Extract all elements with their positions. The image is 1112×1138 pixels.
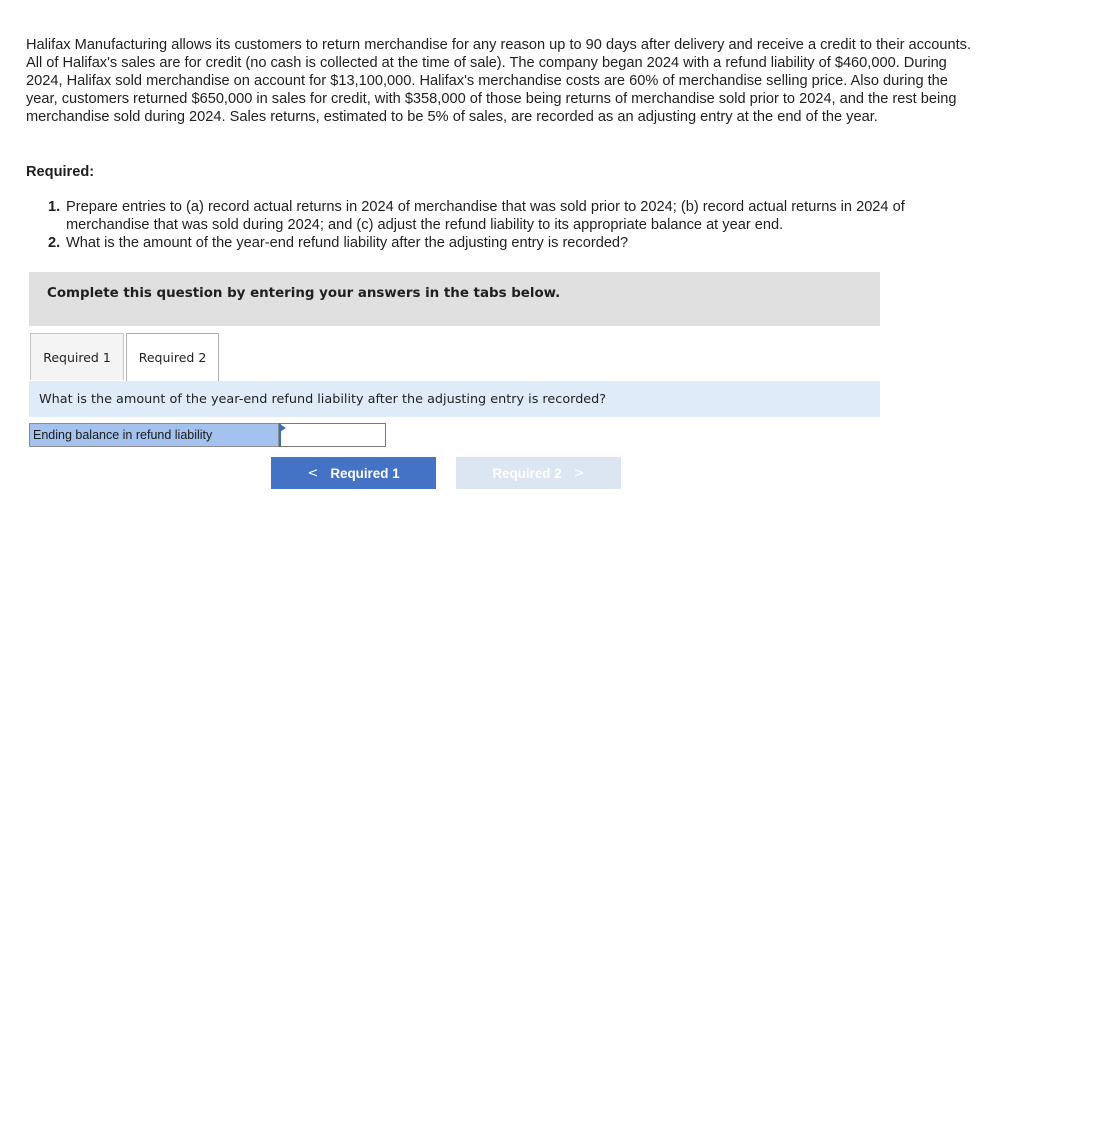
next-required-2-button[interactable] xyxy=(456,457,621,489)
requirement-number: 2. xyxy=(48,235,61,251)
ending-balance-input[interactable] xyxy=(279,423,386,447)
chevron-right-icon: > xyxy=(573,465,585,481)
requirement-item-1 xyxy=(48,198,968,234)
input-marker-icon xyxy=(280,424,286,432)
chevron-left-icon: < xyxy=(307,465,319,481)
answer-label: Ending balance in refund liability xyxy=(29,423,279,447)
tab-bar xyxy=(29,333,880,382)
previous-button-label: Required 1 xyxy=(330,465,400,481)
requirement-item-2 xyxy=(48,234,968,252)
tab-required-2[interactable]: Required 2 xyxy=(126,333,219,381)
requirement-text: What is the amount of the year-end refund liability after the adjusting entry is recorded? xyxy=(66,235,629,251)
previous-required-1-button[interactable] xyxy=(271,457,436,489)
requirement-number: 1. xyxy=(48,199,61,215)
requirement-text: Prepare entries to (a) record actual returns in 2024 of merchandise that was sold prior to 2024; (b) record actual returns in 2024 of merchandise that was sold during 2024; and (c) adjust the refund liability to its appropriate balance at year end. xyxy=(66,199,905,233)
instructions-banner: Complete this question by entering your answers in the tabs below. xyxy=(29,272,880,326)
tab-required-1[interactable]: Required 1 xyxy=(30,333,124,380)
next-button-label: Required 2 xyxy=(492,465,562,481)
problem-intro: Halifax Manufacturing allows its customers to return merchandise for any reason up to 90 days after delivery and receive a credit to their accounts. All of Halifax's sales are for credit (no cash is collected at the time of sale). The company began 2024 with a refund liability of $460,000. During 2024, Halifax sold merchandise on account for $13,100,000. Halifax's merchandise costs are 60% of merchandise selling price. Also during the year, customers returned $650,000 in sales for credit, with $358,000 of those being returns of merchandise sold prior to 2024, and the rest being merchandise sold during 2024. Sales returns, estimated to be 5% of sales, are recorded as an adjusting entry at the end of the year. xyxy=(26,37,972,125)
question-prompt: What is the amount of the year-end refund liability after the adjusting entry is recorded? xyxy=(29,381,880,417)
requirements-list xyxy=(48,198,968,252)
required-heading: Required: xyxy=(26,164,95,180)
